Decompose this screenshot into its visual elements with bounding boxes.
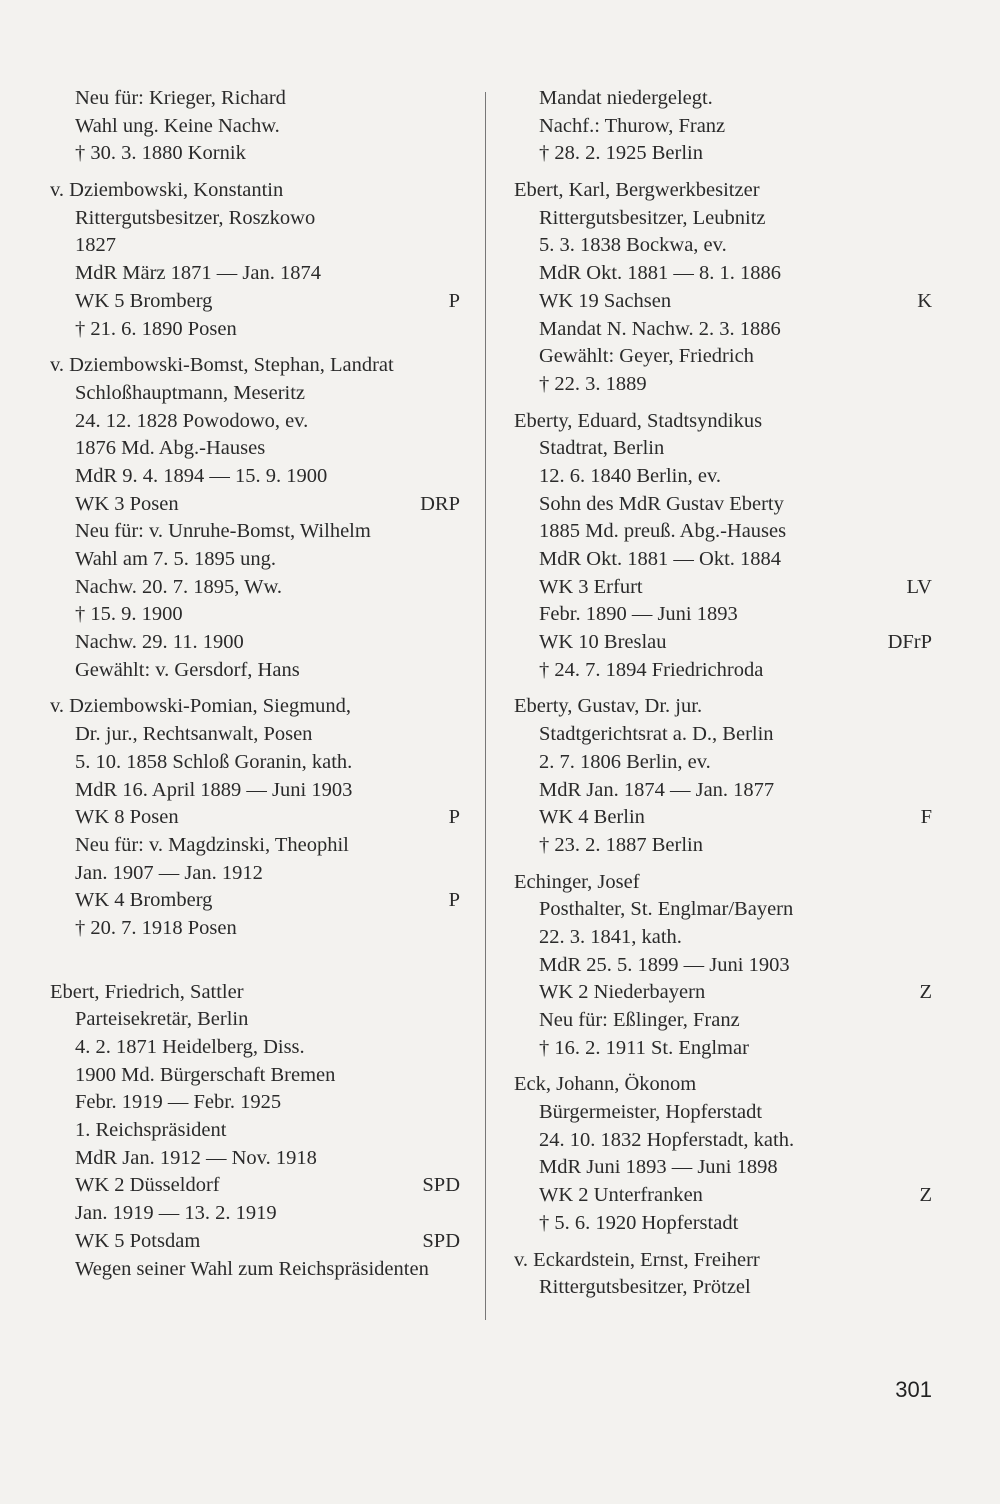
biography-entry (514, 177, 932, 399)
entry-text: Schloßhauptmann, Meseritz (75, 381, 306, 404)
entry-text: † 23. 2. 1887 Berlin (539, 833, 703, 856)
entry-text: WK 2 Niederbayern (539, 981, 706, 1004)
entry-gap (514, 860, 932, 869)
entry-gap (514, 1062, 932, 1071)
entry-line (50, 518, 460, 546)
entry-text: † 21. 6. 1890 Posen (75, 317, 237, 340)
entry-line (514, 1182, 932, 1210)
entry-text: 1876 Md. Abg.-Hauses (75, 437, 266, 460)
entry-text: Neu für: Krieger, Richard (75, 87, 286, 109)
entry-line (514, 371, 932, 399)
entry-text: 12. 6. 1840 Berlin, ev. (539, 464, 722, 487)
entry-line (50, 435, 460, 463)
entry-line (50, 1117, 460, 1145)
entry-gap (514, 399, 932, 408)
entry-text: WK 10 Breslau (539, 631, 667, 654)
entry-line (514, 232, 932, 260)
entry-line (514, 896, 932, 924)
entry-text: MdR Jan. 1912 — Nov. 1918 (75, 1146, 317, 1169)
entry-line (50, 721, 460, 749)
entry-text: Gewählt: v. Gersdorf, Hans (75, 658, 300, 681)
party-label: SPD (422, 1174, 460, 1197)
entry-text: Jan. 1907 — Jan. 1912 (75, 861, 263, 884)
entry-text: 2. 7. 1806 Berlin, ev. (539, 750, 711, 773)
entry-heading-line (514, 1247, 932, 1275)
entry-text: † 16. 2. 1911 St. Englmar (539, 1036, 749, 1059)
entry-text: WK 4 Berlin (539, 806, 645, 829)
entry-line (50, 1034, 460, 1062)
entry-line (50, 232, 460, 260)
entry-text: Mandat niedergelegt. (539, 87, 713, 109)
entry-text: Sohn des MdR Gustav Eberty (539, 492, 784, 515)
entry-gap (514, 1238, 932, 1247)
entry-text: Dr. jur., Rechtsanwalt, Posen (75, 723, 313, 746)
entry-text: 22. 3. 1841, kath. (539, 925, 682, 948)
entry-text: † 20. 7. 1918 Posen (75, 916, 237, 939)
entry-heading-line (50, 352, 460, 380)
biography-entry (514, 408, 932, 685)
entry-line (50, 1145, 460, 1173)
entry-gap (514, 684, 932, 693)
entry-text: MdR Okt. 1881 — 8. 1. 1886 (539, 262, 782, 285)
biography-entry (50, 693, 460, 942)
column-divider (485, 92, 486, 1320)
entry-text: v. Dziembowski-Pomian, Siegmund, (50, 695, 352, 718)
entry-line (50, 491, 460, 519)
entry-text: MdR 25. 5. 1899 — Juni 1903 (539, 953, 790, 976)
entry-line (514, 1274, 932, 1302)
entry-text: † 22. 3. 1889 (539, 372, 647, 395)
biography-entry (50, 177, 460, 343)
entry-text: WK 2 Düsseldorf (75, 1174, 220, 1197)
entry-line (514, 979, 932, 1007)
entry-line (514, 288, 932, 316)
entry-line (514, 1035, 932, 1063)
entry-text: Gewählt: Geyer, Friedrich (539, 345, 754, 368)
entry-text: WK 3 Posen (75, 492, 179, 515)
party-label: SPD (422, 1229, 460, 1252)
entry-line (50, 408, 460, 436)
entry-text: Wegen seiner Wahl zum Reichspräsidenten (75, 1257, 429, 1280)
entry-text: MdR März 1871 — Jan. 1874 (75, 262, 321, 285)
entry-line (514, 546, 932, 574)
entry-line (50, 832, 460, 860)
entry-line (514, 343, 932, 371)
entry-line (50, 629, 460, 657)
entry-text: Eck, Johann, Ökonom (514, 1073, 697, 1096)
entry-line (514, 1127, 932, 1155)
party-label: Z (919, 981, 932, 1004)
entry-text: † 15. 9. 1900 (75, 603, 183, 626)
entry-text: MdR Jan. 1874 — Jan. 1877 (539, 778, 775, 801)
biography-entry (514, 869, 932, 1063)
entry-line (514, 924, 932, 952)
entry-text: 1827 (75, 234, 116, 257)
biography-entry (514, 1247, 932, 1302)
entry-line (514, 629, 932, 657)
entry-line (50, 85, 460, 113)
entry-text: Bürgermeister, Hopferstadt (539, 1101, 763, 1124)
entry-gap (50, 168, 460, 177)
entry-line (514, 804, 932, 832)
entry-line (514, 601, 932, 629)
entry-text: WK 8 Posen (75, 806, 179, 829)
entry-line (514, 1007, 932, 1035)
entry-line (50, 316, 460, 344)
entry-text: MdR Juni 1893 — Juni 1898 (539, 1156, 778, 1179)
biography-entry (514, 693, 932, 859)
entry-line (50, 113, 460, 141)
entry-line (50, 749, 460, 777)
party-label: P (448, 889, 460, 912)
biography-entry (50, 352, 460, 684)
entry-heading-line (514, 1071, 932, 1099)
entry-text: WK 4 Bromberg (75, 889, 213, 912)
entry-line (50, 1062, 460, 1090)
entry-text: Posthalter, St. Englmar/Bayern (539, 898, 794, 921)
entry-line (50, 1200, 460, 1228)
entry-text: † 28. 2. 1925 Berlin (539, 142, 703, 165)
entry-text: Neu für: v. Unruhe-Bomst, Wilhelm (75, 520, 371, 543)
entry-gap (50, 684, 460, 693)
entry-line (514, 657, 932, 685)
page-number: 301 (895, 1377, 932, 1402)
entry-text: v. Dziembowski-Bomst, Stephan, Landrat (50, 354, 394, 377)
entry-line (50, 1256, 460, 1284)
entry-line (50, 860, 460, 888)
party-label: DFrP (887, 631, 932, 654)
entry-text: Rittergutsbesitzer, Leubnitz (539, 206, 766, 229)
entry-line (50, 260, 460, 288)
entry-text: Mandat N. Nachw. 2. 3. 1886 (539, 317, 781, 340)
entry-text: 1. Reichspräsident (75, 1119, 227, 1142)
entry-line (50, 1089, 460, 1117)
entry-line (50, 804, 460, 832)
entry-line (50, 288, 460, 316)
entry-heading-line (514, 408, 932, 436)
entry-text: MdR 16. April 1889 — Juni 1903 (75, 778, 353, 801)
entry-text: Echinger, Josef (514, 870, 640, 893)
party-label: P (448, 289, 460, 312)
entry-text: Febr. 1919 — Febr. 1925 (75, 1091, 282, 1114)
entry-text: Rittergutsbesitzer, Prötzel (539, 1276, 751, 1299)
party-label: LV (906, 575, 932, 598)
entry-line (514, 749, 932, 777)
entry-text: Stadtrat, Berlin (539, 437, 665, 460)
party-label: P (448, 806, 460, 829)
entry-line (514, 518, 932, 546)
entry-line (50, 657, 460, 685)
entry-text: Eberty, Gustav, Dr. jur. (514, 695, 703, 718)
entry-gap (50, 943, 460, 979)
biography-entry (50, 979, 460, 1284)
entry-heading-line (50, 979, 460, 1007)
entry-line (50, 1228, 460, 1256)
entry-text: Stadtgerichtsrat a. D., Berlin (539, 723, 774, 746)
entry-text: Neu für: Eßlinger, Franz (539, 1009, 740, 1031)
entry-text: WK 19 Sachsen (539, 289, 672, 312)
entry-text: Wahl ung. Keine Nachw. (75, 114, 280, 137)
entry-text: † 24. 7. 1894 Friedrichroda (539, 658, 764, 681)
entry-text: WK 3 Erfurt (539, 575, 643, 598)
entry-line (514, 140, 932, 168)
entry-line (514, 435, 932, 463)
entry-line (514, 574, 932, 602)
entry-gap (514, 168, 932, 177)
biography-entry (514, 85, 932, 168)
entry-text: v. Dziembowski, Konstantin (50, 179, 284, 202)
entry-line (514, 832, 932, 860)
entry-text: Rittergutsbesitzer, Roszkowo (75, 206, 316, 229)
biography-entry (514, 1071, 932, 1237)
party-label: K (917, 289, 932, 312)
entry-line (50, 887, 460, 915)
entry-line (50, 546, 460, 574)
entry-text: 24. 12. 1828 Powodowo, ev. (75, 409, 309, 432)
entry-line (514, 316, 932, 344)
entry-text: Parteisekretär, Berlin (75, 1008, 249, 1031)
entry-line (514, 113, 932, 141)
entry-heading-line (514, 693, 932, 721)
entry-line (50, 574, 460, 602)
entry-line (50, 205, 460, 233)
entry-line (514, 1154, 932, 1182)
entry-line (514, 260, 932, 288)
party-label: DRP (420, 492, 460, 515)
entry-heading-line (50, 693, 460, 721)
entry-text: Jan. 1919 — 13. 2. 1919 (75, 1202, 277, 1225)
entry-line (514, 463, 932, 491)
biography-entry (50, 85, 460, 168)
entry-line (514, 491, 932, 519)
entry-gap (50, 343, 460, 352)
entry-text: 5. 3. 1838 Bockwa, ev. (539, 234, 727, 257)
entry-text: 4. 2. 1871 Heidelberg, Diss. (75, 1036, 305, 1058)
entry-line (514, 205, 932, 233)
entry-text: Nachw. 20. 7. 1895, Ww. (75, 575, 283, 598)
entry-text: WK 2 Unterfranken (539, 1184, 703, 1207)
entry-line (50, 601, 460, 629)
entry-line (50, 380, 460, 408)
entry-line (514, 85, 932, 113)
entry-text: 1900 Md. Bürgerschaft Bremen (75, 1063, 336, 1086)
entry-text: Nachf.: Thurow, Franz (539, 114, 726, 137)
entry-line (514, 1099, 932, 1127)
entry-line (514, 1210, 932, 1238)
entry-text: Nachw. 29. 11. 1900 (75, 631, 244, 654)
left-column (50, 85, 460, 1283)
entry-text: v. Eckardstein, Ernst, Freiherr (514, 1248, 760, 1271)
entry-text: Eberty, Eduard, Stadtsyndikus (514, 409, 763, 432)
entry-text: Febr. 1890 — Juni 1893 (539, 603, 738, 626)
entry-line (50, 1172, 460, 1200)
entry-line (514, 777, 932, 805)
entry-line (50, 463, 460, 491)
entry-text: Wahl am 7. 5. 1895 ung. (75, 548, 277, 570)
entry-text: WK 5 Potsdam (75, 1229, 201, 1252)
entry-text: WK 5 Bromberg (75, 289, 213, 312)
entry-text: MdR Okt. 1881 — Okt. 1884 (539, 548, 782, 570)
entry-text: Ebert, Karl, Bergwerkbesitzer (514, 179, 760, 202)
entry-line (50, 1006, 460, 1034)
entry-text: 24. 10. 1832 Hopferstadt, kath. (539, 1128, 795, 1151)
entry-text: 1885 Md. preuß. Abg.-Hauses (539, 520, 787, 543)
entry-text: MdR 9. 4. 1894 — 15. 9. 1900 (75, 464, 328, 487)
party-label: Z (919, 1184, 932, 1207)
entry-text: 5. 10. 1858 Schloß Goranin, kath. (75, 750, 353, 773)
entry-line (50, 777, 460, 805)
entry-line (50, 915, 460, 943)
party-label: F (920, 806, 932, 829)
entry-heading-line (514, 177, 932, 205)
right-column (514, 85, 932, 1302)
entry-line (50, 140, 460, 168)
entry-text: Neu für: v. Magdzinski, Theophil (75, 833, 349, 856)
entry-text: † 30. 3. 1880 Kornik (75, 142, 246, 165)
entry-heading-line (514, 869, 932, 897)
entry-text: † 5. 6. 1920 Hopferstadt (539, 1211, 739, 1234)
entry-heading-line (50, 177, 460, 205)
entry-line (514, 721, 932, 749)
entry-text: Ebert, Friedrich, Sattler (50, 980, 244, 1003)
entry-line (514, 952, 932, 980)
